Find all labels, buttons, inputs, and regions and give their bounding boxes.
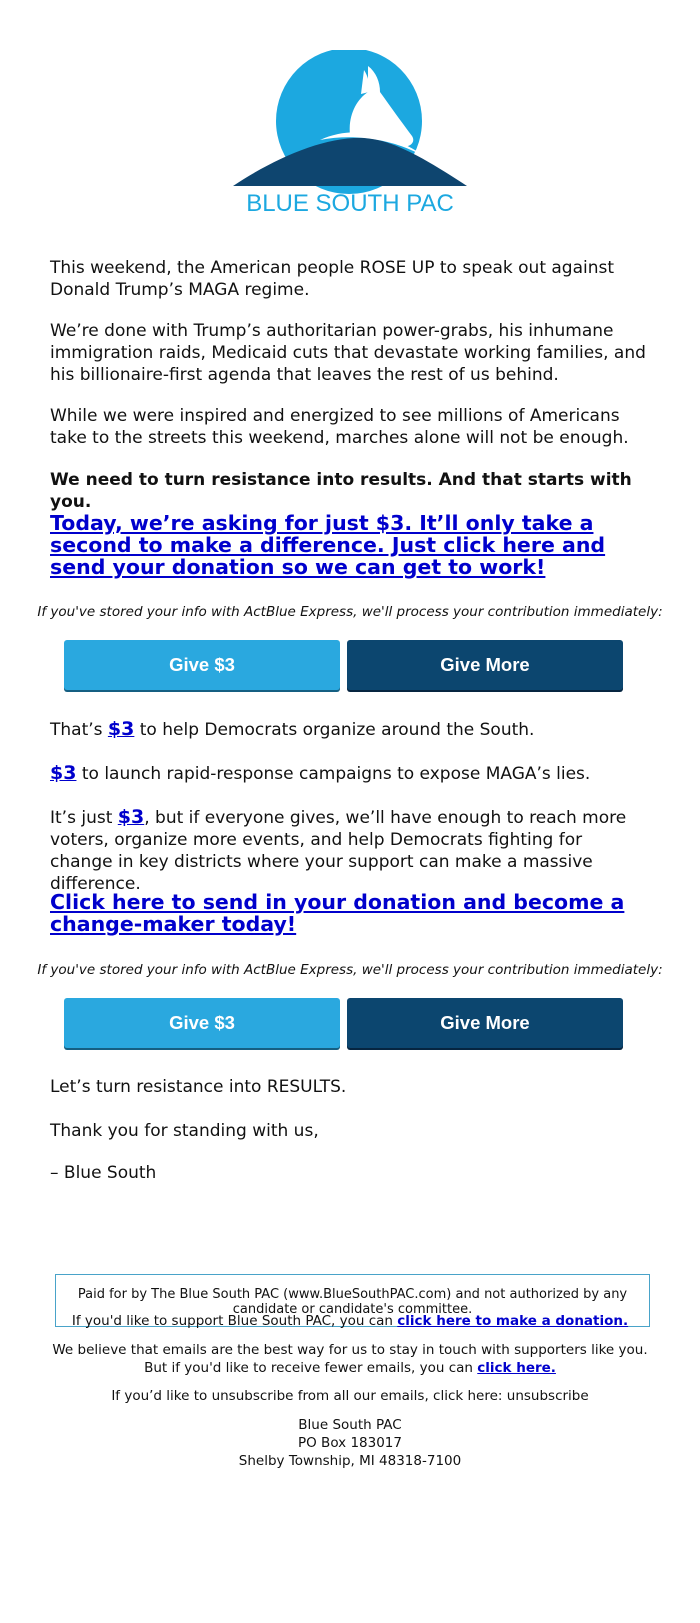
fewer-pre: We believe that emails are the best way for us to stay in touch with supporters like you. But if you'd like to receive fewer emails, you can <box>52 1342 648 1376</box>
closing-paragraph: Let’s turn resistance into RESULTS. <box>50 1077 347 1097</box>
logo-text: BLUE SOUTH PAC <box>246 190 454 217</box>
address-po-box: PO Box 183017 <box>298 1435 402 1451</box>
donate-cta-link-2[interactable]: Click here to send in your donation and become a change-maker today! <box>50 890 625 936</box>
everyone-gives-post: , but if everyone gives, we’ll have enough to reach more voters, organize more events, and help Democrats fighting for change in key districts where your support can make a massive difference. <box>50 808 627 894</box>
logo <box>0 50 700 225</box>
signature: – Blue South <box>50 1163 157 1183</box>
everyone-gives-pre: It’s just <box>50 808 118 828</box>
organize-pre: That’s <box>50 720 108 740</box>
organize-paragraph <box>50 718 655 741</box>
rapid-response-post: to launch rapid-response campaigns to expose MAGA’s lies. <box>76 764 591 784</box>
express-note-1: If you've stored your info with ActBlue Express, we'll process your contribution immediately: <box>37 604 663 620</box>
donate-3-link-2[interactable]: $3 <box>50 762 77 784</box>
donate-cta-link-1[interactable]: Today, we’re asking for just $3. It’ll only take a second to make a difference. Just click here and send your donation so we can get to work! <box>50 511 606 579</box>
give-more-button-1[interactable]: Give More <box>347 640 623 690</box>
express-note-2: If you've stored your info with ActBlue Express, we'll process your contribution immediately: <box>37 962 663 978</box>
everyone-gives-paragraph <box>50 806 640 895</box>
thanks-paragraph: Thank you for standing with us, <box>50 1121 319 1141</box>
intro-paragraph: This weekend, the American people ROSE UP to speak out against Donald Trump’s MAGA regime. <box>50 258 615 300</box>
unsubscribe-line[interactable]: If you’d like to unsubscribe from all our emails, click here: unsubscribe <box>111 1388 589 1404</box>
results-paragraph: We need to turn resistance into results. And that starts with you. <box>50 470 632 512</box>
fewer-emails-link[interactable]: click here. <box>477 1360 556 1376</box>
marches-paragraph: While we were inspired and energized to see millions of Americans take to the streets this weekend, marches alone will not be enough. <box>50 406 629 448</box>
grievances-paragraph: We’re done with Trump’s authoritarian power-grabs, his inhumane immigration raids, Medicaid cuts that devastate working families, and his billionaire-first agenda that leaves the rest of us behind. <box>50 321 646 385</box>
give-more-button-2[interactable]: Give More <box>347 998 623 1048</box>
support-pre: If you'd like to support Blue South PAC, you can <box>71 1313 398 1329</box>
give-3-button-1[interactable]: Give $3 <box>64 640 340 690</box>
support-line <box>40 1312 660 1330</box>
paid-for-disclaimer: Paid for by The Blue South PAC (www.BlueSouthPAC.com) and not authorized by any candidate or candidate's committee. <box>55 1274 650 1327</box>
give-3-button-2[interactable]: Give $3 <box>64 998 340 1048</box>
donate-3-link-1[interactable]: $3 <box>107 718 135 740</box>
donate-3-link-3[interactable]: $3 <box>117 806 145 828</box>
address-block <box>0 1416 700 1470</box>
fewer-emails-line <box>40 1341 660 1377</box>
donkey-logo-icon <box>230 50 470 225</box>
rapid-response-paragraph <box>50 762 655 785</box>
logo-hill <box>233 138 467 186</box>
address-name: Blue South PAC <box>298 1417 402 1433</box>
make-donation-link[interactable]: click here to make a donation. <box>397 1313 629 1329</box>
organize-post: to help Democrats organize around the South. <box>134 720 535 740</box>
address-city: Shelby Township, MI 48318-7100 <box>238 1453 462 1469</box>
